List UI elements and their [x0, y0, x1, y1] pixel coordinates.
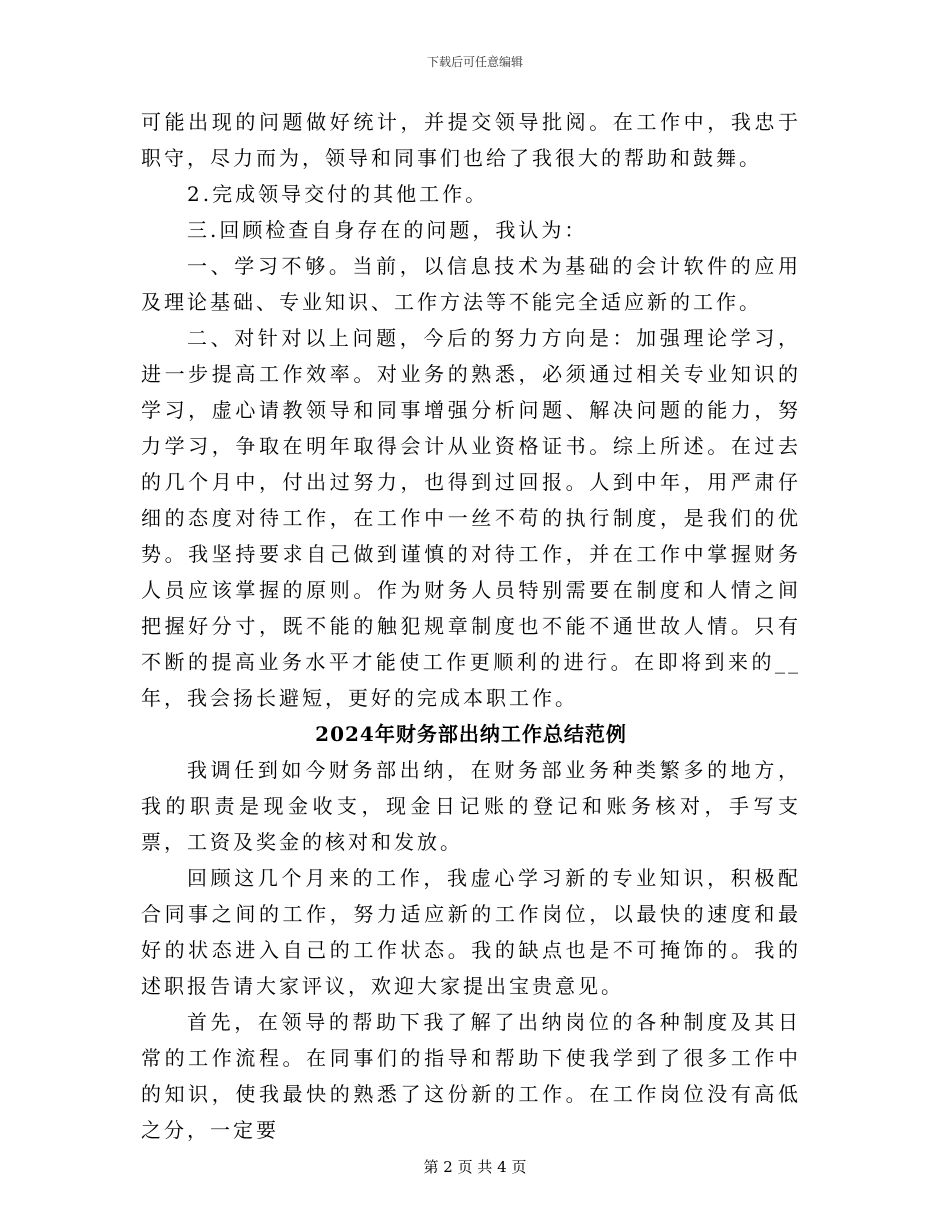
- paragraph: 2.完成领导交付的其他工作。: [187, 182, 489, 206]
- header-note: 下载后可任意编辑: [426, 55, 523, 69]
- paragraph: 可能出现的问题做好统计，并提交领导批阅。在工作中，我忠于职守，尽力而为，领导和同事们也给了我很大的帮助和鼓舞。: [141, 110, 801, 170]
- paragraph: 我调任到如今财务部出纳，在财务部业务种类繁多的地方，我的职责是现金收支，现金日记账的登记和账务核对，手写支票，工资及奖金的核对和发放。: [141, 758, 801, 854]
- paragraph: 回顾这几个月来的工作，我虚心学习新的专业知识，积极配合同事之间的工作，努力适应新的工作岗位，以最快的速度和最好的状态进入自己的工作状态。我的缺点也是不可掩饰的。我的述职报告请大家评议，欢迎大家提出宝贵意见。: [141, 866, 801, 998]
- paragraph: 一、学习不够。当前，以信息技术为基础的会计软件的应用及理论基础、专业知识、工作方法等不能完全适应新的工作。: [141, 254, 801, 314]
- paragraph: 三.回顾检查自身存在的问题，我认为：: [187, 218, 588, 242]
- paragraph: 二、对针对以上问题，今后的努力方向是：加强理论学习，进一步提高工作效率。对业务的熟悉，必须通过相关专业知识的学习，虚心请教领导和同事增强分析问题、解决问题的能力，努力学习，争取在明年取得会计从业资格证书。综上所述。在过去的几个月中，付出过努力，也得到过回报。人到中年，用严肃仔细的态度对待工作，在工作中一丝不苟的执行制度，是我们的优势。我坚持要求自己做到谨慎的对待工作，并在工作中掌握财务人员应该掌握的原则。作为财务人员特别需要在制度和人情之间把握好分寸，既不能的触犯规章制度也不能不通世故人情。只有不断的提高业务水平才能使工作更顺利的进行。在即将到来的__年，我会扬长避短，更好的完成本职工作。: [141, 326, 801, 710]
- section-title: 2024年财务部出纳工作总结范例: [315, 722, 627, 746]
- paragraph: 首先，在领导的帮助下我了解了出纳岗位的各种制度及其日常的工作流程。在同事们的指导和帮助下使我学到了很多工作中的知识，使我最快的熟悉了这份新的工作。在工作岗位没有高低之分，一定要: [141, 1010, 801, 1142]
- page-number-footer: 第 2 页 共 4 页: [423, 1158, 527, 1176]
- document-body: [141, 104, 801, 1148]
